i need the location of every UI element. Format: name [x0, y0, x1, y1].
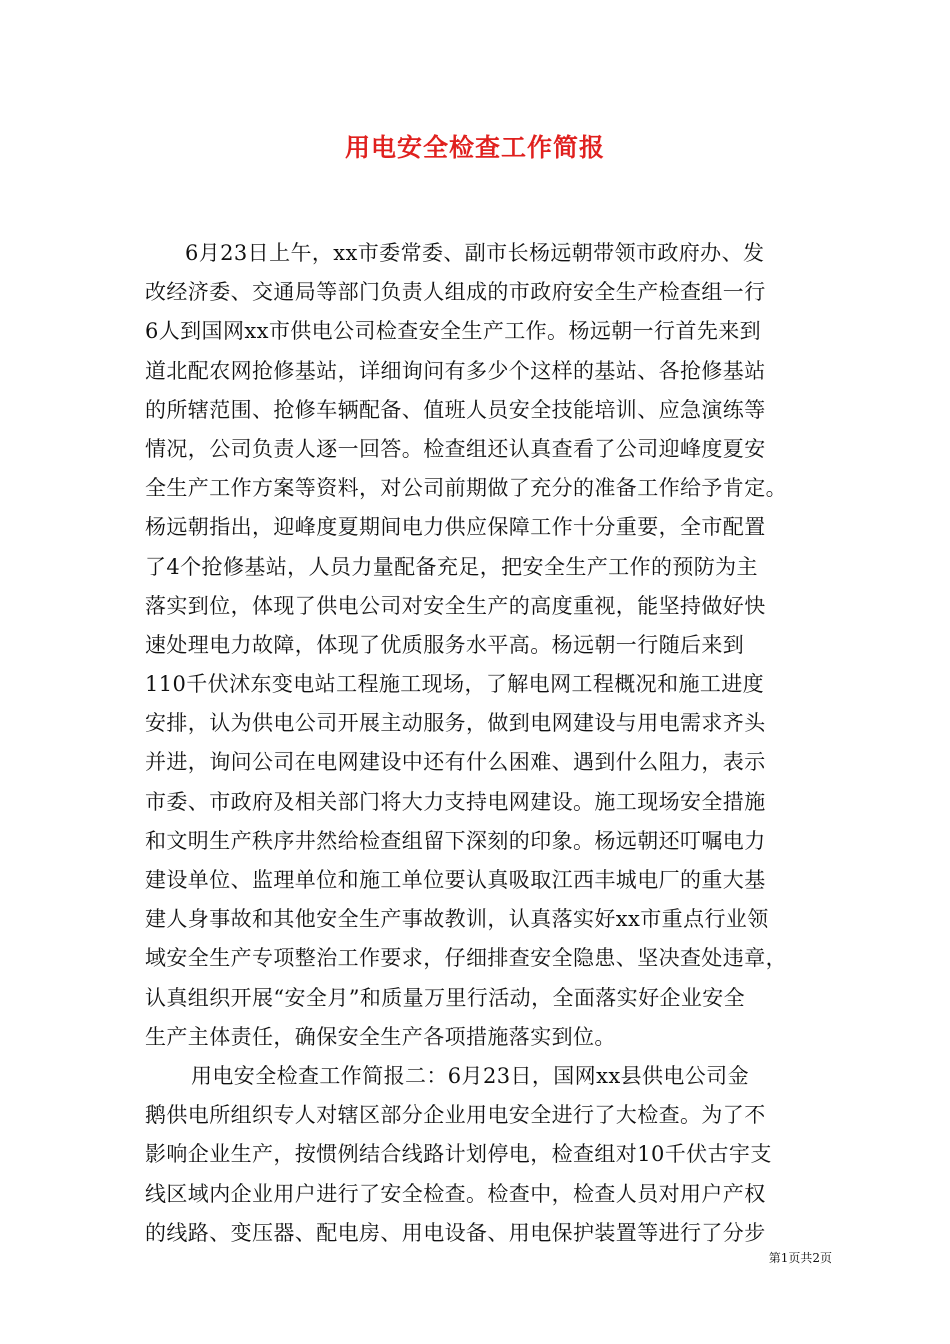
paragraph-1-line: 6月23日上午，xx市委常委、副市长杨远朝带领市政府办、发: [185, 241, 765, 265]
paragraph-1-line: 落实到位，体现了供电公司对安全生产的高度重视，能坚持做好快: [145, 593, 766, 618]
paragraph-2-line: 影响企业生产，按惯例结合线路计划停电，检查组对10千伏古宇支: [145, 1142, 772, 1167]
paragraph-1-line: 建设单位、监理单位和施工单位要认真吸取江西丰城电厂的重大基: [145, 868, 766, 892]
document-body: [145, 234, 807, 1253]
paragraph-1-line: 市委、市政府及相关部门将大力支持电网建设。施工现场安全措施: [145, 789, 766, 814]
paragraph-1-line: 全生产工作方案等资料，对公司前期做了充分的准备工作给予肯定。: [145, 476, 787, 501]
paragraph-1-line: 杨远朝指出，迎峰度夏期间电力供应保障工作十分重要，全市配置: [145, 515, 766, 540]
paragraph-1-line: 的所辖范围、抢修车辆配备、值班人员安全技能培训、应急演练等: [145, 397, 766, 422]
paragraph-1-line: 情况，公司负责人逐一回答。检查组还认真查看了公司迎峰度夏安: [145, 436, 766, 461]
page-number: 第1页共2页: [768, 1251, 832, 1265]
paragraph-1-line: 6人到国网xx市供电公司检查安全生产工作。杨远朝一行首先来到: [145, 319, 762, 344]
paragraph-1-line: 速处理电力故障，体现了优质服务水平高。杨远朝一行随后来到: [145, 632, 745, 657]
paragraph-2-line: 线区域内企业用户进行了安全检查。检查中，检查人员对用户产权: [145, 1181, 766, 1206]
document-title: 用电安全检查工作简报: [344, 133, 605, 162]
paragraph-2-line: 鹅供电所组织专人对辖区部分企业用电安全进行了大检查。为了不: [145, 1103, 766, 1128]
paragraph-1-line: 生产主体责任，确保安全生产各项措施落实到位。: [145, 1024, 616, 1049]
paragraph-1-line: 110千伏沭东变电站工程施工现场，了解电网工程概况和施工进度: [145, 672, 765, 697]
paragraph-2-line: 用电安全检查工作简报二：6月23日，国网xx县供电公司金: [191, 1063, 749, 1088]
paragraph-1-line: 域安全生产专项整治工作要求，仔细排查安全隐患、坚决查处违章，: [145, 946, 787, 971]
paragraph-1-line: 和文明生产秩序井然给检查组留下深刻的印象。杨远朝还叮嘱电力: [145, 828, 766, 853]
paragraph-1-line: 安排，认为供电公司开展主动服务，做到电网建设与用电需求齐头: [145, 711, 766, 736]
paragraph-1-line: 道北配农网抢修基站，详细询问有多少个这样的基站、各抢修基站: [145, 358, 766, 383]
paragraph-1-line: 改经济委、交通局等部门负责人组成的市政府安全生产检查组一行: [145, 280, 766, 305]
paragraph-1-line: 并进，询问公司在电网建设中还有什么困难、遇到什么阻力，表示: [145, 750, 766, 775]
paragraph-2-line: 的线路、变压器、配电房、用电设备、用电保护装置等进行了分步: [145, 1220, 766, 1245]
paragraph-1-line: 建人身事故和其他安全生产事故教训，认真落实好xx市重点行业领: [145, 907, 769, 932]
paragraph-1-line: 认真组织开展“安全月”和质量万里行活动，全面落实好企业安全: [145, 985, 746, 1010]
paragraph-1-line: 了4个抢修基站，人员力量配备充足，把安全生产工作的预防为主: [145, 554, 758, 579]
